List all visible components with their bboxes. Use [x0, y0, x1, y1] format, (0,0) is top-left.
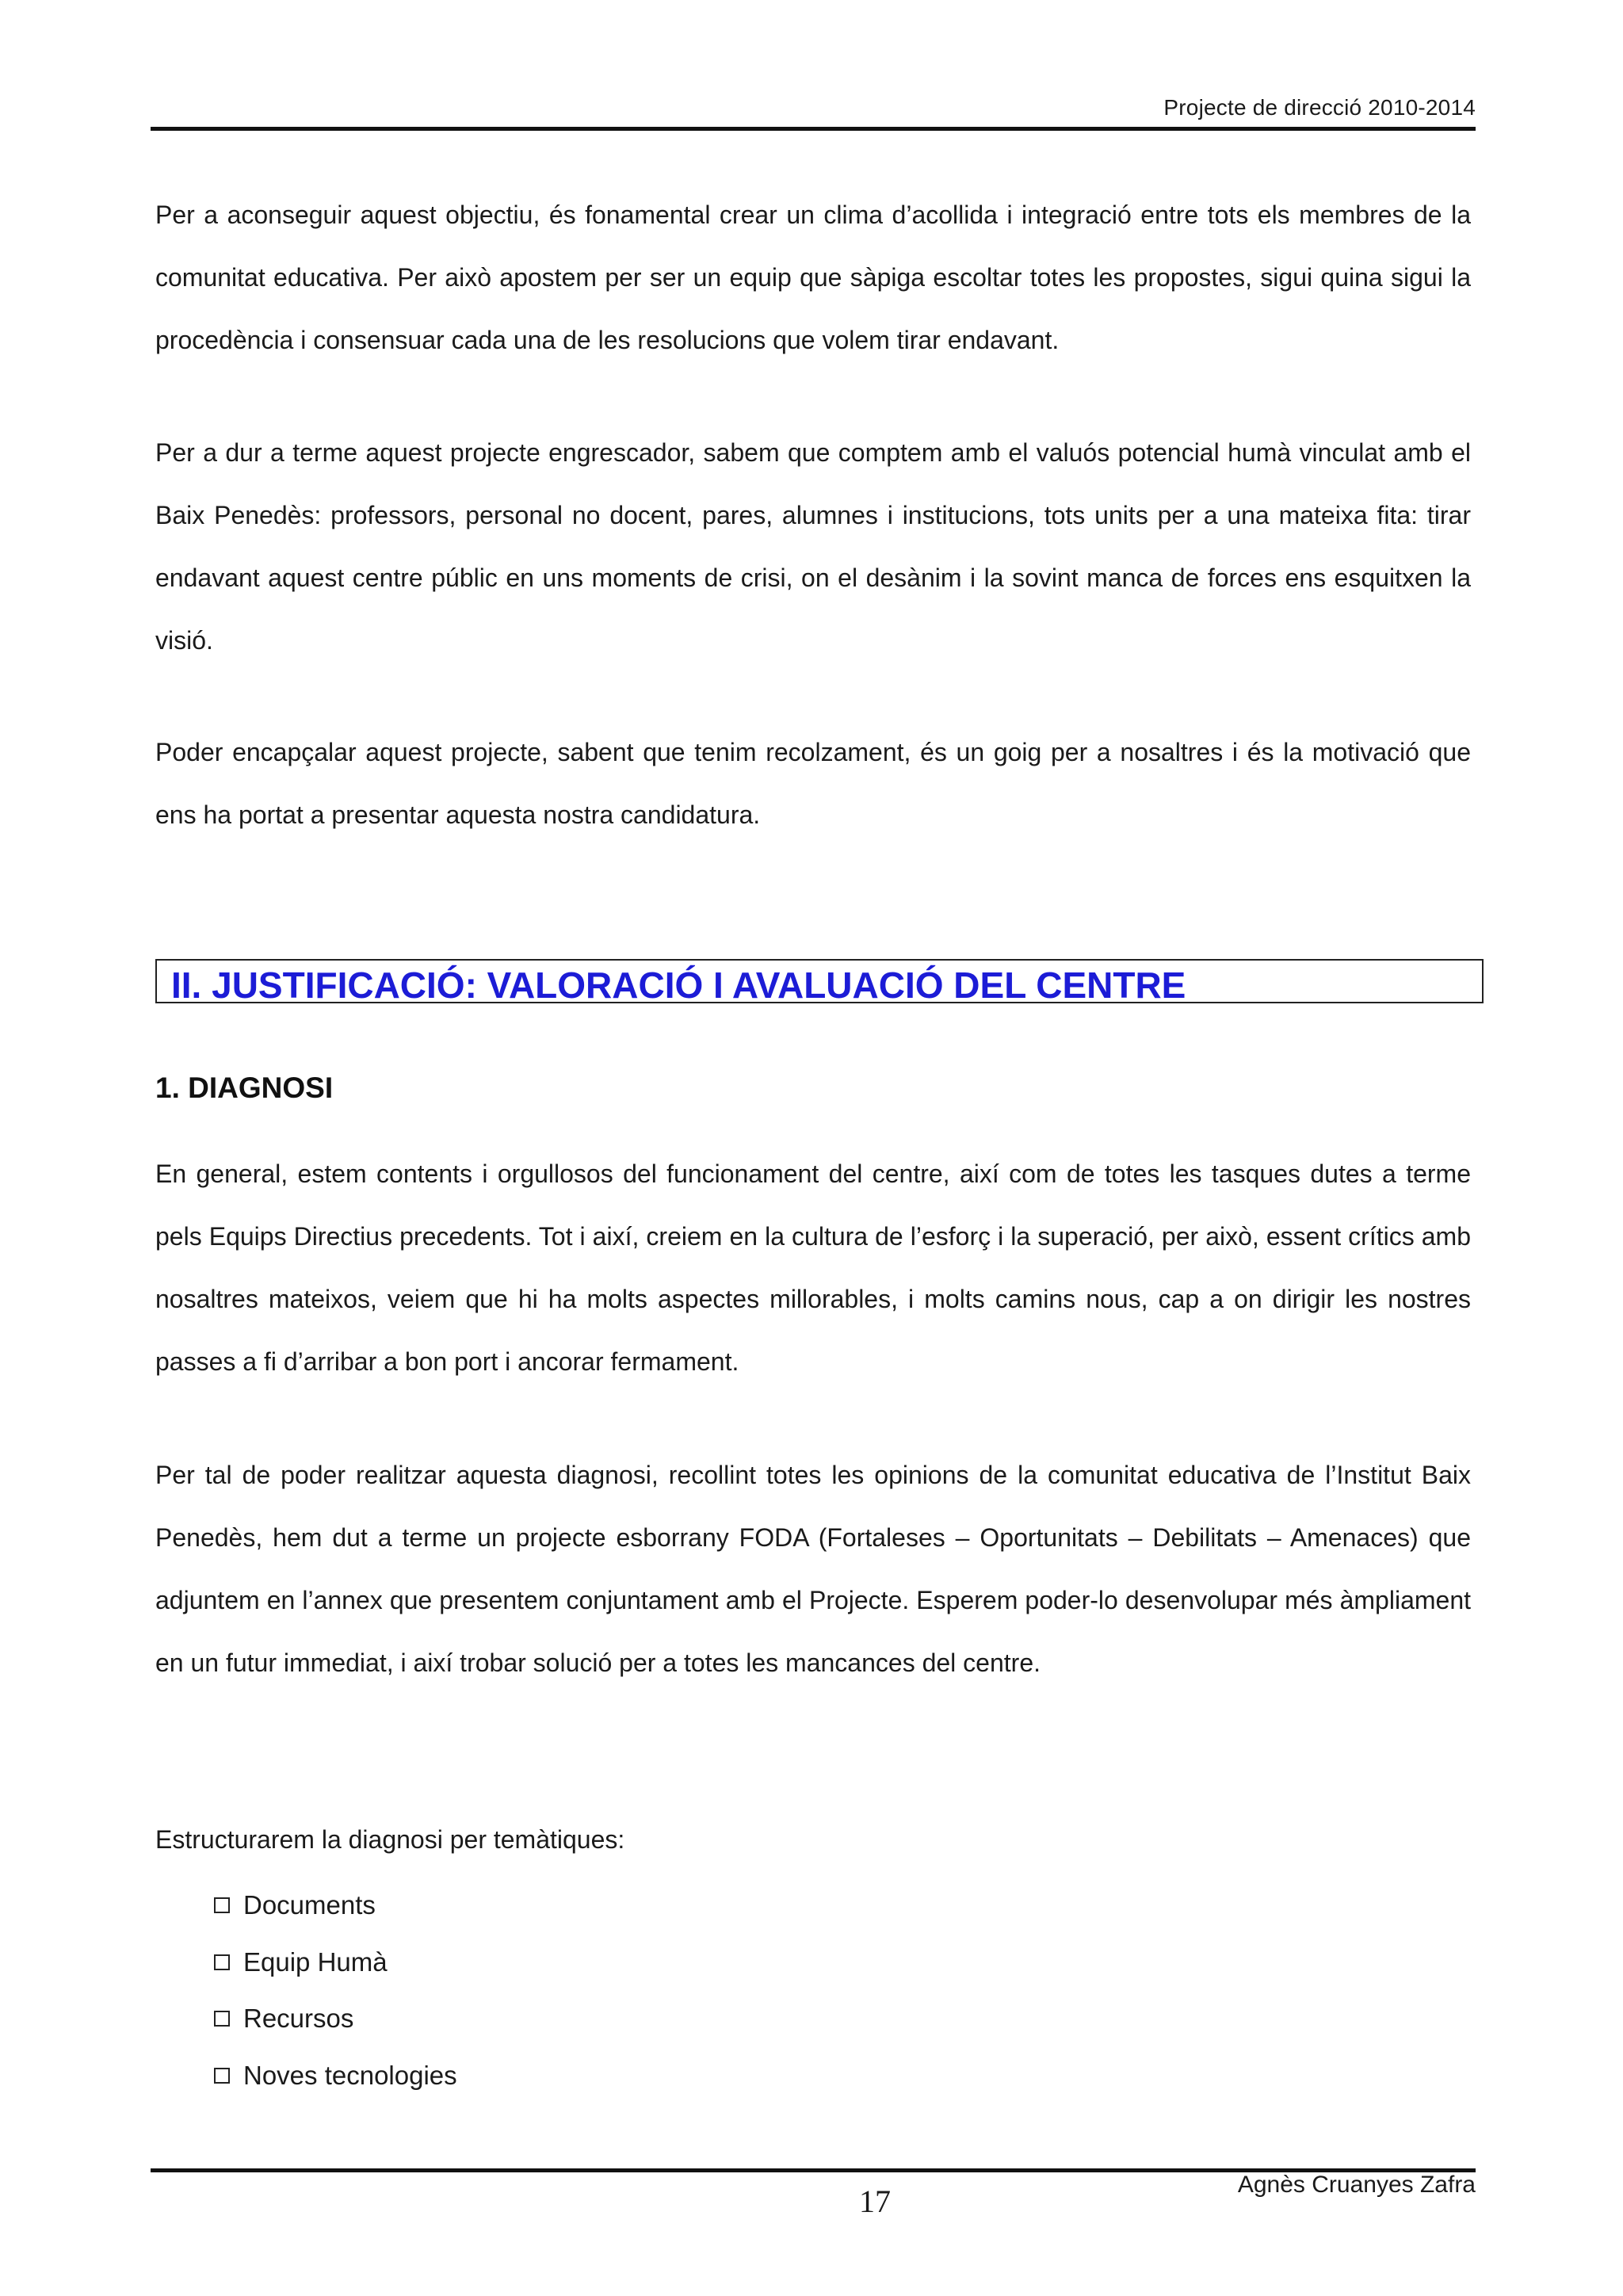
topic-label: Documents: [243, 1890, 376, 1920]
checkbox-bullet-icon: [214, 1954, 230, 1970]
intro-paragraph-1-container: [155, 184, 1471, 372]
intro-paragraph: Per a dur a terme aquest projecte engrescador, sabem que comptem amb el valuós potencial humà vinculat amb el Baix Penedès: professors, personal no docent, pares, alumnes i institucions, tots units per a una mateixa fita: tirar endavant aquest centre públic en uns moments de crisi, on el desànim i la sovint manca de forces ens esquitxen la visió.: [155, 438, 1471, 655]
intro-paragraph-2-container: [155, 422, 1471, 672]
header-rule: [151, 127, 1476, 131]
list-item: [214, 2058, 457, 2115]
topic-label: Equip Humà: [243, 1946, 388, 1977]
topic-label: Noves tecnologies: [243, 2060, 457, 2090]
footer-author: Agnès Cruanyes Zafra: [1237, 2172, 1476, 2198]
diagnosi-paragraph-2-container: [155, 1444, 1471, 1694]
diagnosi-paragraph: En general, estem contents i orgullosos del funcionament del centre, així com de totes les tasques dutes a terme pels Equips Directius precedents. Tot i així, creiem en la cultura de l’esforç i la superació, per això, essent crítics amb nosaltres mateixos, veiem que hi ha molts aspectes millorables, i molts camins nous, cap a on dirigir les nostres passes a fi d’arribar a bon port i ancorar fermament.: [155, 1159, 1471, 1376]
subsection-title: 1. DIAGNOSI: [155, 1072, 334, 1104]
page-number: 17: [859, 2183, 891, 2219]
list-item: [214, 1945, 457, 2002]
intro-paragraph: Per a aconseguir aquest objectiu, és fonamental crear un clima d’acollida i integració entre tots els membres de la comunitat educativa. Per això apostem per ser un equip que sàpiga escoltar totes les propostes, sigui quina sigui la procedència i consensuar cada una de les resolucions que volem tirar endavant.: [155, 201, 1471, 354]
intro-paragraph-3-container: [155, 721, 1471, 846]
section-title: II. JUSTIFICACIÓ: VALORACIÓ I AVALUACIÓ DEL CENTRE: [171, 965, 1186, 1006]
list-item: [214, 1888, 457, 1945]
diagnosi-paragraph-3-container: [155, 1809, 1471, 1871]
topic-label: Recursos: [243, 2004, 354, 2033]
list-item: [214, 2001, 457, 2058]
topics-intro: Estructurarem la diagnosi per temàtiques:: [155, 1825, 625, 1854]
checkbox-bullet-icon: [214, 1897, 230, 1913]
diagnosi-paragraph-1-container: [155, 1143, 1471, 1393]
running-header: Projecte de direcció 2010-2014: [1163, 95, 1476, 120]
section-heading-box: [155, 959, 1484, 1006]
topics-list: [214, 1888, 457, 2115]
checkbox-bullet-icon: [214, 2011, 230, 2027]
checkbox-bullet-icon: [214, 2068, 230, 2084]
intro-paragraph: Poder encapçalar aquest projecte, sabent que tenim recolzament, és un goig per a nosaltres i és la motivació que ens ha portat a presentar aquesta nostra candidatura.: [155, 738, 1471, 829]
diagnosi-paragraph: Per tal de poder realitzar aquesta diagnosi, recollint totes les opinions de la comunitat educativa de l’Institut Baix Penedès, hem dut a terme un projecte esborrany FODA (Fortaleses – Oportunitats – Debilitats – Amenaces) que adjuntem en l’annex que presentem conjuntament amb el Projecte. Esperem poder-lo desenvolupar més àmpliament en un futur immediat, i així trobar solució per a totes les mancances del centre.: [155, 1461, 1471, 1677]
